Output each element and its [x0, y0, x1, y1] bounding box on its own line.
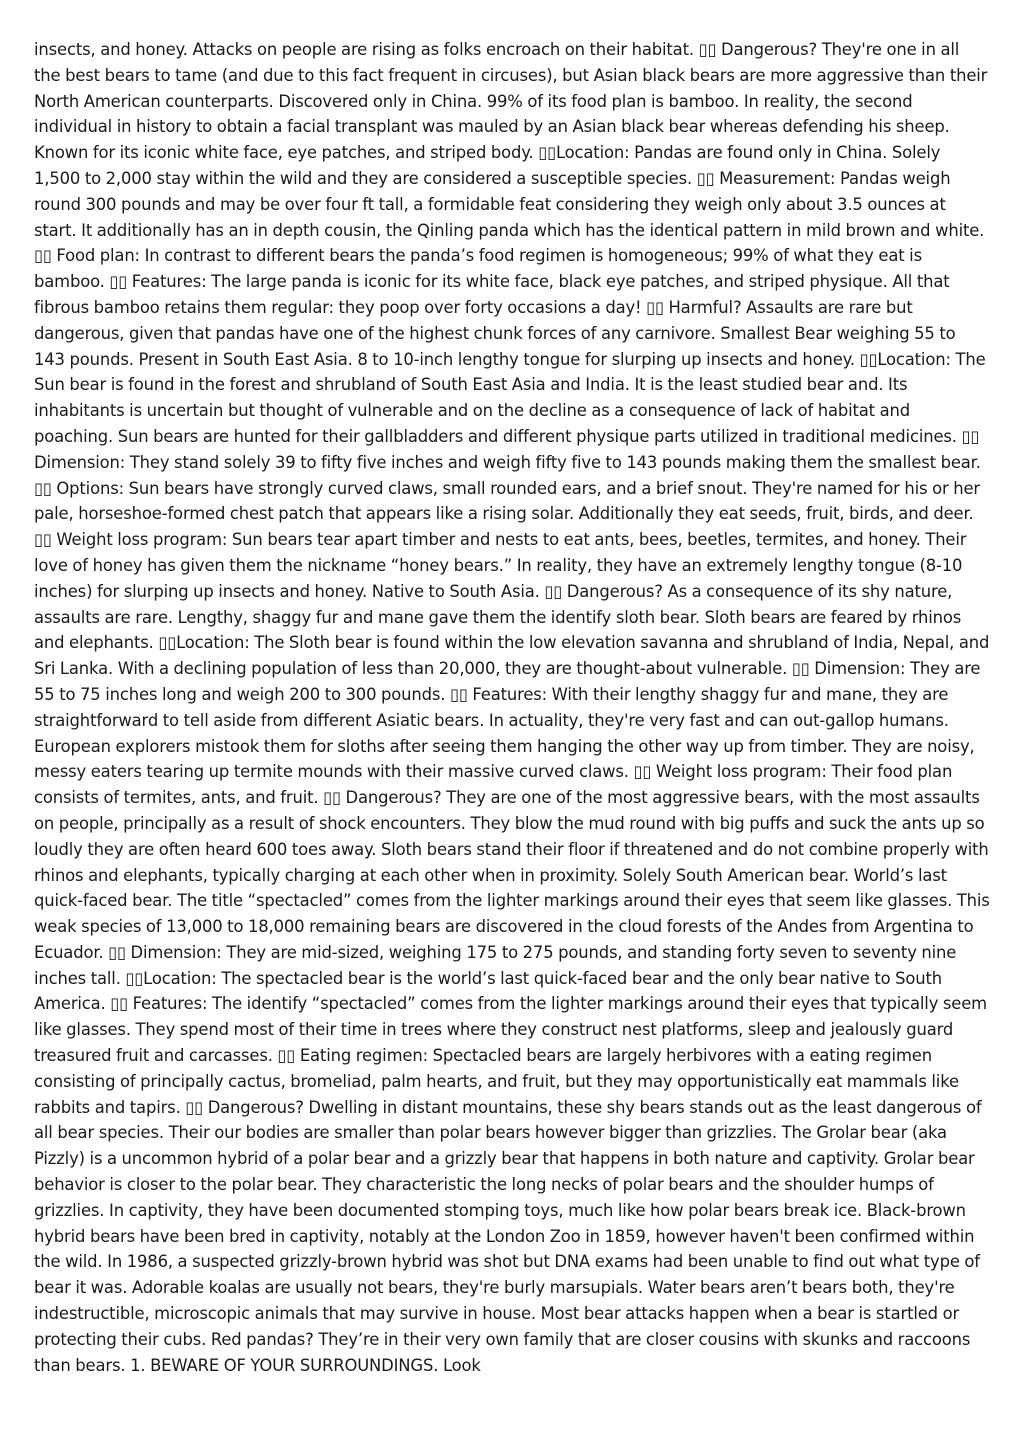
body-paragraph: insects, and honey. Attacks on people are rising as folks encroach on their habitat. ▯▯ Dangerous? They're one in all the best bears to tame (and due to this fact frequent in circuses), but Asian black bears are more aggressive than their North American counterparts. Discovered only in China. 99% of its food plan is bamboo. In reality, the second individual in history to obtain a facial transplant was mauled by an Asian black bear whereas defending his sheep. Known for its iconic white face, eye patches, and striped body. ▯▯Location: Pandas are found only in China. Solely 1,500 to 2,000 stay within the wild and they are considered a susceptible species. ▯▯ Measurement: Pandas weigh round 300 pounds and may be over four ft tall, a formidable feat considering they weigh only about 3.5 ounces at start. It additionally has an in depth cousin, the Qinling panda which has the identical pattern in mild brown and white. ▯▯ Food plan: In contrast to different bears the panda’s food regimen is homogeneous; 99% of what they eat is bamboo. ▯▯ Features: The large panda is iconic for its white face, black eye patches, and striped physique. All that fibrous bamboo retains them regular: they poop over forty occasions a day! ▯▯ Harmful? Assaults are rare but dangerous, given that pandas have one of the highest chunk forces of any carnivore. Smallest Bear weighing 55 to 143 pounds. Present in South East Asia. 8 to 10-inch lengthy tongue for slurping up insects and honey. ▯▯Location: The Sun bear is found in the forest and shrubland of South East Asia and India. It is the least studied bear and. Its inhabitants is uncertain but thought of vulnerable and on the decline as a consequence of lack of habitat and poaching. Sun bears are hunted for their gallbladders and different physique parts utilized in traditional medicines. ▯▯ Dimension: They stand solely 39 to fifty five inches and weigh fifty five to 143 pounds making them the smallest bear. ▯▯ Options: Sun bears have strongly curved claws, small rounded ears, and a brief snout. They're named for his or her pale, horseshoe-formed chest patch that appears like a rising solar. Additionally they eat seeds, fruit, birds, and deer. ▯▯ Weight loss program: Sun bears tear apart timber and nests to eat ants, bees, beetles, termites, and honey. Their love of honey has given them the nickname “honey bears.” In reality, they have an extremely lengthy tongue (8-10 inches) for slurping up insects and honey. Native to South Asia. ▯▯ Dangerous? As a consequence of its shy nature, assaults are rare. Lengthy, shaggy fur and mane gave them the identify sloth bear. Sloth bears are feared by rhinos and elephants. ▯▯Location: The Sloth bear is found within the low elevation savanna and shrubland of India, Nepal, and Sri Lanka. With a declining population of less than 20,000, they are thought-about vulnerable. ▯▯ Dimension: They are 55 to 75 inches long and weigh 200 to 300 pounds. ▯▯ Features: With their lengthy shaggy fur and mane, they are straightforward to tell aside from different Asiatic bears. In actuality, they're very fast and can out-gallop humans. European explorers mistook them for sloths after seeing them hanging the other way up from timber. They are noisy, messy eaters tearing up termite mounds with their massive curved claws. ▯▯ Weight loss program: Their food plan consists of termites, ants, and fruit. ▯▯ Dangerous? They are one of the most aggressive bears, with the most assaults on people, principally as a result of shock encounters. They blow the mud round with big puffs and suck the ants up so loudly they are often heard 600 toes away. Sloth bears stand their floor if threatened and do not combine properly with rhinos and elephants, typically charging at each other when in proximity. Solely South American bear. World’s last quick-faced bear. The title “spectacled” comes from the lighter markings around their eyes that seem like glasses. This weak species of 13,000 to 18,000 remaining bears are discovered in the cloud forests of the Andes from Argentina to Ecuador. ▯▯ Dimension: They are mid-sized, weighing 175 to 275 pounds, and standing forty seven to seventy nine inches tall. ▯▯Location: The spectacled bear is the world’s last quick-faced bear and the only bear native to South America. ▯▯ Features: The identify “spectacled” comes from the lighter markings around their eyes that typically seem like glasses. They spend most of their time in trees where they construct nest platforms, sleep and jealously guard treasured fruit and carcasses. ▯▯ Eating regimen: Spectacled bears are largely herbivores with a eating regimen consisting of principally cactus, bromeliad, palm hearts, and fruit, but they may opportunistically eat mammals like rabbits and tapirs. ▯▯ Dangerous? Dwelling in distant mountains, these shy bears stands out as the least dangerous of all bear species. Their our bodies are smaller than polar bears however bigger than grizzlies. The Grolar bear (aka Pizzly) is a uncommon hybrid of a polar bear and a grizzly bear that happens in both nature and captivity. Grolar bear behavior is closer to the polar bear. They characteristic the long necks of polar bears and the shoulder humps of grizzlies. In captivity, they have been documented stomping toys, much like how polar bears break ice. Black-brown hybrid bears have been bred in captivity, notably at the London Zoo in 1859, however haven't been confirmed within the wild. In 1986, a suspected grizzly-brown hybrid was shot but DNA exams had been unable to find out what type of bear it was. Adorable koalas are usually not bears, they're burly marsupials. Water bears aren’t bears both, they're indestructible, microscopic animals that may survive in house. Most bear attacks happen when a bear is startled or protecting their cubs. Red pandas? They’re in their very own family that are closer cousins with skunks and raccoons than bears. 1. BEWARE OF YOUR SURROUNDINGS. Look — [34, 40, 990, 1375]
